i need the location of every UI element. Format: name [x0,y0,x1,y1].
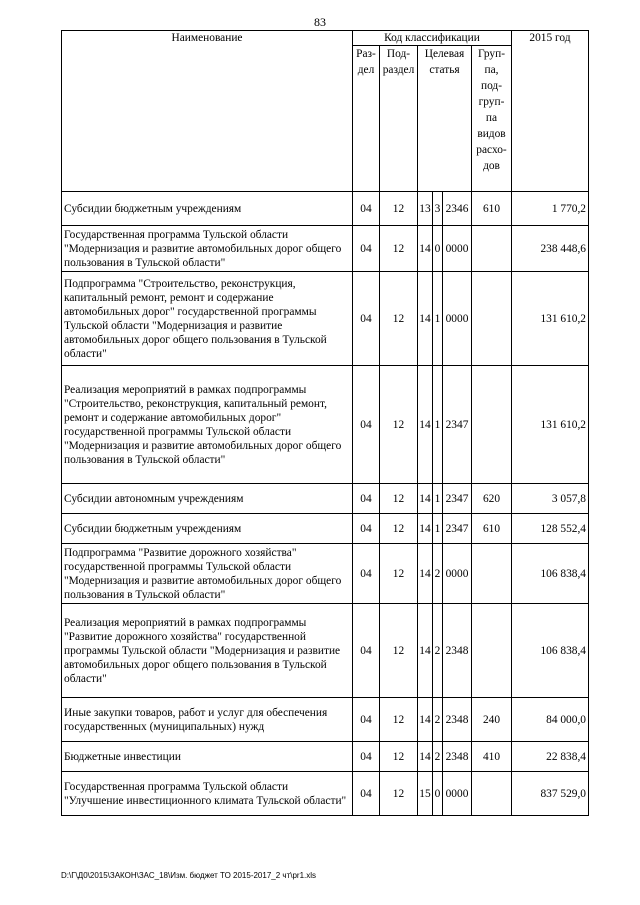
row-subsection: 12 [380,604,418,698]
row-name: Иные закупки товаров, работ и услуг для обеспечения государственных (муниципальных) нужд [62,698,353,742]
table-row [62,484,589,514]
row-section: 04 [353,772,380,816]
row-target-direction: 2348 [443,742,472,772]
row-target-subprogram: 0 [433,772,443,816]
row-target-subprogram: 1 [433,514,443,544]
table-row [62,544,589,604]
row-section: 04 [353,742,380,772]
row-target-program: 14 [418,698,433,742]
row-amount: 84 000,0 [512,698,589,742]
table-row [62,772,589,816]
row-name: Реализация мероприятий в рамках подпрограммы "Строительство, реконструкция, капитальный ремонт, ремонт и содержание автомобильных дорог" государственной программы Тульской области "Модернизация и развитие автомобильных дорог общего пользования в Тульской области" [62,366,353,484]
row-amount: 128 552,4 [512,514,589,544]
row-name: Бюджетные инвестиции [62,742,353,772]
row-amount: 238 448,6 [512,226,589,272]
row-target-subprogram: 0 [433,226,443,272]
row-target-program: 13 [418,192,433,226]
row-target-program: 14 [418,742,433,772]
row-subsection: 12 [380,544,418,604]
row-amount: 131 610,2 [512,366,589,484]
page-number: 83 [314,15,326,29]
row-target-direction: 0000 [443,226,472,272]
row-section: 04 [353,604,380,698]
row-subsection: 12 [380,772,418,816]
row-expense-type [472,226,512,272]
row-amount: 131 610,2 [512,272,589,366]
row-target-program: 14 [418,514,433,544]
row-target-direction: 2348 [443,604,472,698]
header-section: Раз- дел [353,46,380,192]
row-section: 04 [353,484,380,514]
row-expense-type: 240 [472,698,512,742]
row-expense-type [472,604,512,698]
row-target-direction: 2347 [443,484,472,514]
row-target-subprogram: 2 [433,604,443,698]
row-section: 04 [353,366,380,484]
row-target-program: 14 [418,604,433,698]
row-amount: 106 838,4 [512,604,589,698]
row-section: 04 [353,272,380,366]
row-name: Субсидии автономным учреждениям [62,484,353,514]
row-subsection: 12 [380,484,418,514]
header-name: Наименование [62,31,353,192]
row-amount: 837 529,0 [512,772,589,816]
table-row [62,604,589,698]
row-target-subprogram: 3 [433,192,443,226]
row-target-subprogram: 2 [433,698,443,742]
table-row [62,192,589,226]
row-subsection: 12 [380,192,418,226]
row-name: Субсидии бюджетным учреждениям [62,514,353,544]
budget-table [61,30,589,816]
row-name: Государственная программа Тульской области "Модернизация и развитие автомобильных дорог общего пользования в Тульской области" [62,226,353,272]
row-target-direction: 2347 [443,366,472,484]
header-year: 2015 год [512,31,589,192]
row-target-subprogram: 2 [433,544,443,604]
row-expense-type: 620 [472,484,512,514]
row-target-direction: 2346 [443,192,472,226]
row-target-program: 14 [418,366,433,484]
row-amount: 22 838,4 [512,742,589,772]
row-target-program: 14 [418,226,433,272]
row-expense-type [472,544,512,604]
table-row [62,514,589,544]
row-target-direction: 0000 [443,272,472,366]
row-section: 04 [353,544,380,604]
row-name: Реализация мероприятий в рамках подпрограммы "Развитие дорожного хозяйства" государственной программы Тульской области "Модернизация и развитие автомобильных дорог общего пользования в Тульской области" [62,604,353,698]
row-name: Государственная программа Тульской области "Улучшение инвестиционного климата Тульской области" [62,772,353,816]
table-row [62,272,589,366]
row-amount: 106 838,4 [512,544,589,604]
row-target-subprogram: 1 [433,366,443,484]
row-target-program: 14 [418,544,433,604]
row-amount: 1 770,2 [512,192,589,226]
row-section: 04 [353,226,380,272]
row-section: 04 [353,514,380,544]
row-expense-type [472,772,512,816]
row-target-direction: 0000 [443,544,472,604]
row-target-direction: 0000 [443,772,472,816]
row-target-subprogram: 2 [433,742,443,772]
row-target-subprogram: 1 [433,484,443,514]
file-path-footer: D:\Г\Д0\2015\ЗАКОН\ЗАС_18\Изм. бюджет ТО 2015-2017_2 чт\pr1.xls [61,871,317,880]
row-name: Подпрограмма "Развитие дорожного хозяйства" государственной программы Тульской области "Модернизация и развитие автомобильных дорог общего пользования в Тульской области" [62,544,353,604]
header-subsection: Под- раздел [380,46,418,192]
row-subsection: 12 [380,272,418,366]
row-subsection: 12 [380,742,418,772]
header-expense-group: Груп- па, под- груп- па видов расхо- дов [472,46,512,192]
row-target-direction: 2347 [443,514,472,544]
table-row [62,742,589,772]
row-expense-type: 610 [472,514,512,544]
table-row [62,366,589,484]
row-subsection: 12 [380,366,418,484]
row-amount: 3 057,8 [512,484,589,514]
row-subsection: 12 [380,226,418,272]
row-section: 04 [353,698,380,742]
row-expense-type: 610 [472,192,512,226]
row-target-program: 14 [418,272,433,366]
row-target-direction: 2348 [443,698,472,742]
row-section: 04 [353,192,380,226]
row-subsection: 12 [380,698,418,742]
row-name: Подпрограмма "Строительство, реконструкция, капитальный ремонт, ремонт и содержание автомобильных дорог" государственной программы Тульской области "Модернизация и развитие автомобильных дорог общего пользования в Тульской области" [62,272,353,366]
row-name: Субсидии бюджетным учреждениям [62,192,353,226]
row-expense-type [472,272,512,366]
header-code-group: Код классификации [353,31,512,46]
row-target-program: 15 [418,772,433,816]
row-target-program: 14 [418,484,433,514]
row-expense-type: 410 [472,742,512,772]
table-row [62,698,589,742]
table-row [62,226,589,272]
header-target-article: Целевая статья [418,46,472,192]
row-target-subprogram: 1 [433,272,443,366]
row-subsection: 12 [380,514,418,544]
row-expense-type [472,366,512,484]
